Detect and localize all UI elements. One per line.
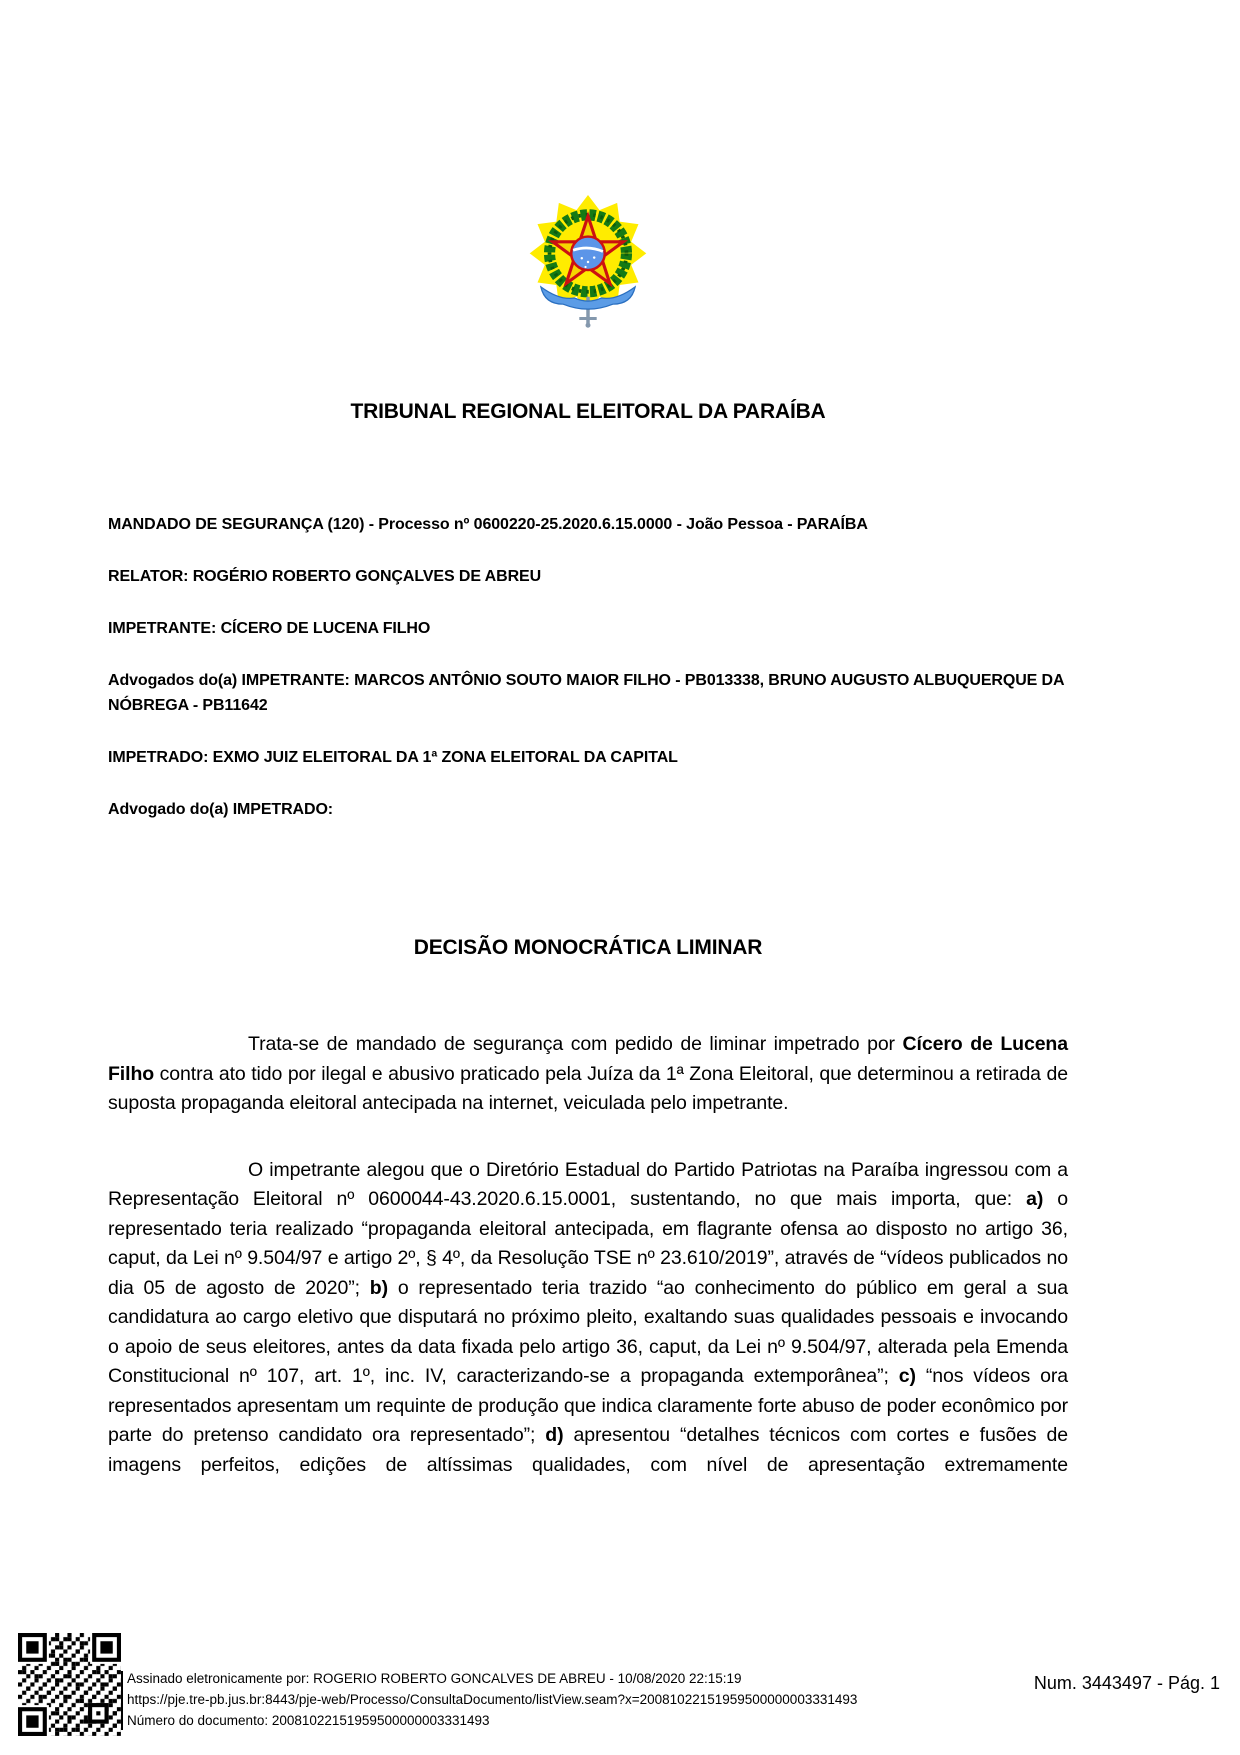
advogados-impetrante-line: Advogados do(a) IMPETRANTE: MARCOS ANTÔNIO SOUTO MAIOR FILHO - PB013338, BRUNO AUGUSTO ALBUQUERQUE DA NÓBREGA - PB11642	[108, 672, 1064, 714]
text-run: apresentou “detalhes técnicos com cortes e fusões de imagens perfeitos, edições de altíssimas qualidades, com nível de apresentação extremamente	[108, 1424, 1068, 1476]
process-line: MANDADO DE SEGURANÇA (120) - Processo nº 0600220-25.2020.6.15.0000 - João Pessoa - PARAÍBA	[108, 516, 868, 533]
footer-divider	[121, 1671, 123, 1730]
case-header	[108, 512, 1068, 822]
text-run: Trata-se de mandado de segurança com pedido de liminar impetrado por	[248, 1033, 903, 1055]
signature-footer	[127, 1668, 857, 1731]
item-marker-a: a)	[1026, 1188, 1044, 1210]
signature-line: Assinado eletronicamente por: ROGERIO ROBERTO GONCALVES DE ABREU - 10/08/2020 22:15:19	[127, 1671, 742, 1686]
item-marker-c: c)	[898, 1365, 916, 1387]
impetrado-line: IMPETRADO: EXMO JUIZ ELEITORAL DA 1ª ZONA ELEITORAL DA CAPITAL	[108, 749, 678, 766]
text-run: o representado teria trazido “ao conhecimento do público em geral a sua candidatura ao cargo eletivo que disputará no próximo pleito, exaltando suas qualidades pessoais e invocando o apoio de seus eleitores, antes da data fixada pelo artigo 36, caput, da Lei nº 9.504/97, alterada pela Emenda Constitucional nº 107, art. 1º, inc. IV, caracterizando-se a propaganda extemporânea”;	[108, 1276, 1068, 1387]
text-run: contra ato tido por ilegal e abusivo praticado pela Juíza da 1ª Zona Eleitoral, que determinou a retirada de suposta propaganda eleitoral antecipada na internet, veiculada pelo impetrante.	[108, 1062, 1068, 1114]
qr-code-icon	[18, 1633, 121, 1736]
brazil-coat-of-arms-icon	[525, 195, 651, 329]
court-title: TRIBUNAL REGIONAL ELEITORAL DA PARAÍBA	[350, 400, 826, 423]
document-url: https://pje.tre-pb.jus.br:8443/pje-web/Processo/ConsultaDocumento/listView.seam?x=20081022151959500000003331493	[127, 1692, 858, 1707]
party-name: Cícero de Lucena Filho	[108, 1033, 1068, 1085]
impetrante-line: IMPETRANTE: CÍCERO DE LUCENA FILHO	[108, 620, 431, 637]
body-paragraph	[108, 1156, 1068, 1481]
relator-line: RELATOR: ROGÉRIO ROBERTO GONÇALVES DE ABREU	[108, 568, 542, 585]
item-marker-d: d)	[545, 1424, 564, 1446]
text-run: o representado teria realizado “propaganda eleitoral antecipada, em flagrante ofensa ao disposto no artigo 36, caput, da Lei nº 9.504/97 e artigo 2º, § 4º, da Resolução TSE nº 23.610/2019”, através de “vídeos publicados no dia 05 de agosto de 2020”;	[108, 1188, 1068, 1299]
page-number: Num. 3443497 - Pág. 1	[1033, 1673, 1220, 1693]
advogado-impetrado-line: Advogado do(a) IMPETRADO:	[108, 801, 334, 818]
document-number: Número do documento: 20081022151959500000003331493	[127, 1713, 490, 1728]
text-run: “nos vídeos ora representados apresentam um requinte de produção que indica claramente forte abuso de poder econômico por parte do pretenso candidato ora representado”;	[108, 1365, 1068, 1446]
text-run: O impetrante alegou que o Diretório Estadual do Partido Patriotas na Paraíba ingressou com a Representação Eleitoral nº 0600044-43.2020.6.15.0001, sustentando, no que mais importa, que:	[108, 1158, 1068, 1210]
body-paragraph	[108, 1030, 1068, 1119]
decision-body	[108, 1030, 1068, 1480]
decision-heading: DECISÃO MONOCRÁTICA LIMINAR	[413, 936, 763, 959]
item-marker-b: b)	[369, 1276, 389, 1299]
content-column	[108, 0, 1068, 1517]
